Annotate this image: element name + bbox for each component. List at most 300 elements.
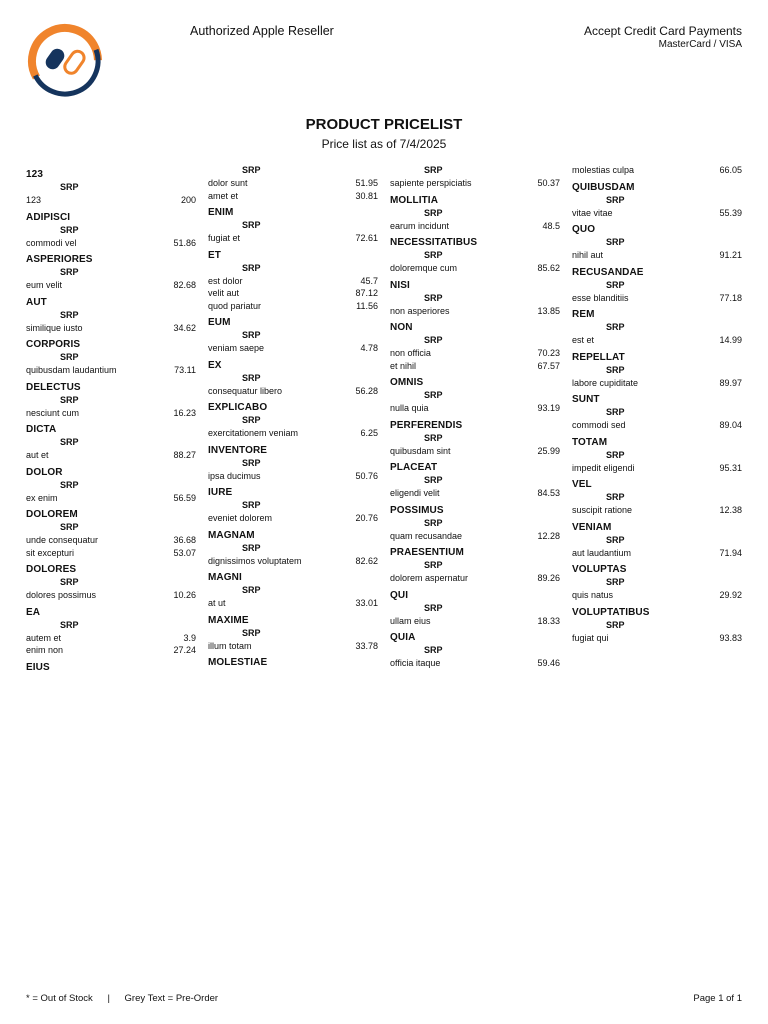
- product-price: 27.24: [173, 645, 196, 655]
- group-name: MAXIME: [208, 614, 249, 626]
- product-name: 123: [26, 195, 42, 205]
- srp-label: SRP: [606, 534, 625, 545]
- product-name: suscipit ratione: [572, 505, 633, 515]
- product-price: 29.92: [719, 590, 742, 600]
- product-name: dolor sunt: [208, 178, 248, 188]
- price-row: [208, 287, 378, 300]
- price-row: [390, 220, 560, 233]
- price-row: [26, 279, 196, 292]
- product-name: enim non: [26, 645, 64, 655]
- product-name: velit aut: [208, 288, 240, 298]
- product-group: [208, 206, 378, 245]
- srp-label: SRP: [606, 619, 625, 630]
- legend-out-of-stock: * = Out of Stock: [26, 993, 93, 1004]
- price-row: [26, 237, 196, 250]
- product-name: similique iusto: [26, 322, 83, 333]
- price-row: [572, 292, 742, 305]
- group-name: DOLOREM: [26, 509, 78, 520]
- product-group: [26, 423, 196, 462]
- group-name: TOTAM: [572, 436, 608, 448]
- srp-label: SRP: [60, 267, 79, 277]
- price-row: [572, 589, 742, 602]
- product-name: autem et: [26, 632, 62, 643]
- product-group: [390, 194, 560, 233]
- payments-label: Accept Credit Card Payments: [583, 24, 742, 38]
- product-group: [572, 308, 742, 347]
- product-price: 84.53: [537, 488, 560, 498]
- price-row: [208, 177, 378, 190]
- product-price: 33.01: [355, 598, 378, 608]
- product-group: [26, 211, 196, 250]
- product-name: unde consequatur: [26, 535, 99, 545]
- product-price: 20.76: [355, 513, 378, 523]
- product-price: 48.5: [542, 220, 560, 231]
- product-group: [390, 419, 560, 458]
- price-row: [572, 632, 742, 645]
- product-price: 11.56: [356, 300, 378, 311]
- srp-label: SRP: [424, 645, 443, 655]
- price-column-4: [572, 164, 742, 648]
- srp-label: SRP: [242, 457, 261, 468]
- product-price: 91.21: [719, 250, 742, 260]
- srp-label: SRP: [60, 309, 79, 320]
- product-price: 36.68: [173, 535, 196, 545]
- srp-label: SRP: [424, 390, 443, 400]
- price-row: [572, 164, 742, 177]
- price-row: [26, 407, 196, 420]
- srp-label: SRP: [60, 224, 79, 235]
- price-row: [208, 555, 378, 568]
- srp-label: SRP: [424, 292, 443, 303]
- price-row: [26, 492, 196, 505]
- product-group: [572, 164, 742, 177]
- group-name: DOLOR: [26, 466, 63, 478]
- product-group: [208, 401, 378, 440]
- product-group: [572, 223, 742, 262]
- product-group: [572, 563, 742, 602]
- product-group: [390, 376, 560, 415]
- product-price: 89.04: [719, 420, 742, 430]
- price-row: [208, 190, 378, 203]
- group-name: PRAESENTIUM: [390, 547, 464, 558]
- product-name: commodi vel: [26, 237, 77, 248]
- srp-label: SRP: [242, 585, 261, 595]
- group-name: MOLLITIA: [390, 194, 439, 206]
- product-price: 89.26: [537, 573, 560, 583]
- product-name: consequatur libero: [208, 385, 283, 396]
- group-name: DOLORES: [26, 564, 77, 575]
- product-price: 25.99: [537, 445, 560, 456]
- price-row: [572, 249, 742, 262]
- product-price: 51.95: [355, 178, 378, 188]
- price-row: [26, 534, 196, 547]
- group-name: DELECTUS: [26, 381, 81, 393]
- srp-label: SRP: [606, 577, 625, 587]
- srp-label: SRP: [60, 182, 79, 192]
- product-group: [572, 478, 742, 517]
- product-price: 56.28: [355, 385, 378, 396]
- group-name: MAGNAM: [208, 529, 255, 541]
- product-price: 95.31: [719, 462, 742, 473]
- price-row: [390, 305, 560, 318]
- group-name: NISI: [390, 279, 410, 291]
- srp-label: SRP: [424, 250, 443, 260]
- group-name: IURE: [208, 487, 233, 498]
- payment-info: [584, 24, 742, 50]
- product-name: sit excepturi: [26, 547, 75, 558]
- price-row: [572, 207, 742, 220]
- product-price: 93.83: [719, 632, 742, 643]
- group-name: RECUSANDAE: [572, 266, 644, 278]
- product-price: 50.37: [537, 178, 560, 188]
- product-price: 33.78: [355, 640, 378, 651]
- group-name: EUM: [208, 317, 231, 328]
- price-row: [208, 427, 378, 440]
- group-name: EX: [208, 359, 222, 371]
- product-price: 53.07: [173, 547, 196, 558]
- product-price: 12.28: [537, 530, 560, 541]
- product-group: [26, 466, 196, 505]
- product-price: 77.18: [719, 292, 742, 303]
- srp-label: SRP: [424, 432, 443, 443]
- srp-label: SRP: [242, 262, 261, 273]
- price-row: [26, 322, 196, 335]
- product-name: fugiat qui: [572, 632, 609, 643]
- product-price: 82.62: [355, 555, 378, 566]
- product-group: [208, 316, 378, 355]
- product-name: amet et: [208, 190, 239, 201]
- product-price: 73.11: [174, 365, 196, 375]
- price-row: [572, 419, 742, 432]
- group-name: NECESSITATIBUS: [390, 237, 478, 248]
- srp-label: SRP: [606, 237, 625, 247]
- price-column-1: [26, 164, 196, 678]
- company-logo: [24, 22, 106, 100]
- product-price: 13.85: [537, 305, 560, 316]
- product-name: eum velit: [26, 280, 63, 290]
- legend-separator: |: [107, 993, 110, 1004]
- group-name: QUIA: [390, 632, 416, 643]
- srp-label: SRP: [606, 322, 625, 332]
- srp-label: SRP: [424, 207, 443, 218]
- product-name: eligendi velit: [390, 488, 440, 498]
- product-group: [26, 168, 196, 207]
- product-group: [390, 164, 560, 190]
- page-number: Page 1 of 1: [693, 993, 742, 1004]
- product-name: dolorem aspernatur: [390, 573, 469, 583]
- srp-label: SRP: [606, 279, 625, 290]
- product-price: 71.94: [719, 547, 742, 558]
- product-price: 59.46: [537, 658, 560, 668]
- group-name: VEL: [572, 479, 592, 490]
- price-row: [26, 547, 196, 560]
- product-group: [208, 656, 378, 669]
- product-price: 45.7: [360, 275, 378, 286]
- group-name: AUT: [26, 296, 47, 308]
- product-name: quibusdam sint: [390, 445, 451, 456]
- product-name: illum totam: [208, 640, 252, 651]
- cards-label: MasterCard / VISA: [658, 39, 742, 50]
- product-group: [26, 381, 196, 420]
- price-row: [390, 530, 560, 543]
- product-name: earum incidunt: [390, 220, 450, 231]
- srp-label: SRP: [242, 500, 261, 510]
- product-price: 6.25: [360, 428, 378, 438]
- product-price: 70.23: [537, 348, 560, 358]
- product-price: 200: [180, 195, 196, 205]
- price-row: [208, 342, 378, 355]
- srp-label: SRP: [60, 577, 79, 587]
- product-name: veniam saepe: [208, 343, 265, 353]
- price-row: [572, 377, 742, 390]
- product-name: ex enim: [26, 492, 58, 503]
- product-name: molestias culpa: [572, 165, 635, 175]
- srp-label: SRP: [424, 517, 443, 528]
- srp-label: SRP: [424, 560, 443, 570]
- product-price: 4.78: [360, 343, 378, 353]
- product-name: at ut: [208, 598, 226, 608]
- group-name: NON: [390, 322, 413, 333]
- group-name: REPELLAT: [572, 351, 625, 363]
- srp-label: SRP: [242, 542, 261, 553]
- product-name: quis natus: [572, 590, 614, 600]
- price-row: [26, 644, 196, 657]
- price-row: [26, 364, 196, 377]
- product-price: 89.97: [719, 377, 742, 388]
- price-row: [390, 487, 560, 500]
- srp-label: SRP: [424, 335, 443, 345]
- page-title: PRODUCT PRICELIST: [305, 116, 463, 133]
- group-name: MOLESTIAE: [208, 657, 268, 668]
- srp-label: SRP: [60, 394, 79, 405]
- price-row: [390, 347, 560, 360]
- product-group: [26, 606, 196, 657]
- product-group: [208, 164, 378, 202]
- product-name: labore cupiditate: [572, 377, 639, 388]
- product-group: [208, 359, 378, 398]
- product-group: [26, 296, 196, 335]
- product-name: fugiat et: [208, 233, 241, 243]
- group-name: OMNIS: [390, 377, 424, 388]
- price-row: [390, 402, 560, 415]
- product-price: 66.05: [719, 165, 742, 175]
- group-name: EIUS: [26, 661, 50, 673]
- product-price: 67.57: [537, 360, 560, 371]
- srp-label: SRP: [60, 437, 79, 447]
- srp-label: SRP: [606, 449, 625, 460]
- product-name: quod pariatur: [208, 300, 262, 311]
- price-row: [390, 572, 560, 585]
- product-name: vitae vitae: [572, 207, 613, 218]
- product-price: 34.62: [173, 322, 196, 333]
- product-name: sapiente perspiciatis: [390, 178, 472, 188]
- product-name: impedit eligendi: [572, 462, 635, 473]
- group-name: ASPERIORES: [26, 254, 93, 265]
- group-name: CORPORIS: [26, 339, 81, 350]
- price-row: [572, 334, 742, 347]
- product-name: aut et: [26, 450, 49, 460]
- srp-label: SRP: [60, 522, 79, 532]
- srp-label: SRP: [242, 220, 261, 230]
- srp-label: SRP: [424, 165, 443, 175]
- product-group: [572, 606, 742, 645]
- price-row: [208, 640, 378, 653]
- product-group: [390, 504, 560, 543]
- srp-label: SRP: [60, 479, 79, 490]
- group-name: VOLUPTATIBUS: [572, 606, 650, 618]
- product-price: 16.23: [173, 407, 196, 418]
- product-group: [572, 393, 742, 432]
- price-row: [208, 597, 378, 610]
- product-price: 72.61: [355, 233, 378, 243]
- price-row: [208, 470, 378, 483]
- product-price: 56.59: [173, 492, 196, 503]
- page-subtitle: Price list as of 7/4/2025: [321, 137, 447, 151]
- product-group: [208, 444, 378, 483]
- srp-label: SRP: [60, 352, 79, 362]
- group-name: MAGNI: [208, 572, 242, 583]
- product-price: 3.9: [183, 632, 196, 643]
- product-price: 87.12: [355, 288, 378, 298]
- srp-label: SRP: [606, 407, 625, 417]
- group-name: POSSIMUS: [390, 504, 444, 516]
- product-group: [208, 486, 378, 525]
- price-row: [208, 300, 378, 313]
- product-price: 50.76: [355, 470, 378, 481]
- product-group: [26, 508, 196, 559]
- product-name: nulla quia: [390, 403, 429, 413]
- product-group: [390, 321, 560, 372]
- product-name: quibusdam laudantium: [26, 365, 117, 375]
- srp-label: SRP: [242, 330, 261, 340]
- price-row: [390, 262, 560, 275]
- price-row: [208, 512, 378, 525]
- srp-label: SRP: [606, 492, 625, 502]
- reseller-label: Authorized Apple Reseller: [190, 24, 334, 38]
- product-group: [390, 631, 560, 670]
- price-row: [390, 615, 560, 628]
- group-name: ENIM: [208, 207, 234, 218]
- group-name: QUIBUSDAM: [572, 181, 635, 193]
- price-row: [390, 657, 560, 670]
- product-name: ullam eius: [390, 615, 431, 626]
- group-name: ADIPISCI: [26, 211, 71, 223]
- legend-pre-order: Grey Text = Pre-Order: [124, 993, 219, 1004]
- product-group: [26, 253, 196, 292]
- price-row: [208, 385, 378, 398]
- group-name: ET: [208, 249, 221, 261]
- product-name: non officia: [390, 348, 431, 358]
- group-name: EA: [26, 606, 41, 618]
- srp-label: SRP: [60, 619, 79, 630]
- group-name: SUNT: [572, 394, 600, 405]
- product-name: quam recusandae: [390, 530, 463, 541]
- group-name: EXPLICABO: [208, 402, 268, 413]
- price-row: [208, 232, 378, 245]
- group-name: 123: [26, 169, 43, 180]
- product-name: exercitationem veniam: [208, 428, 299, 438]
- group-name: DICTA: [26, 424, 57, 435]
- price-row: [390, 445, 560, 458]
- price-row: [26, 632, 196, 645]
- srp-label: SRP: [242, 372, 261, 383]
- product-group: [26, 563, 196, 602]
- product-name: est et: [572, 335, 595, 345]
- price-row: [26, 589, 196, 602]
- product-group: [572, 521, 742, 560]
- product-name: officia itaque: [390, 658, 441, 668]
- product-price: 10.26: [173, 590, 196, 600]
- group-name: QUO: [572, 224, 596, 235]
- product-name: ipsa ducimus: [208, 470, 261, 481]
- product-name: et nihil: [390, 360, 417, 371]
- product-name: doloremque cum: [390, 263, 458, 273]
- price-column-3: [390, 164, 560, 674]
- footer-legend: [26, 993, 218, 1004]
- product-name: aut laudantium: [572, 547, 632, 558]
- price-row: [572, 547, 742, 560]
- product-name: non asperiores: [390, 305, 450, 316]
- srp-label: SRP: [424, 602, 443, 613]
- product-name: eveniet dolorem: [208, 513, 273, 523]
- srp-label: SRP: [606, 194, 625, 205]
- product-price: 85.62: [537, 263, 560, 273]
- product-group: [390, 461, 560, 500]
- product-price: 51.86: [173, 237, 196, 248]
- product-price: 93.19: [537, 403, 560, 413]
- group-name: VOLUPTAS: [572, 564, 627, 575]
- price-row: [572, 504, 742, 517]
- product-group: [208, 614, 378, 653]
- product-name: dolores possimus: [26, 590, 97, 600]
- price-row: [26, 194, 196, 207]
- product-group: [26, 338, 196, 377]
- srp-label: SRP: [242, 165, 261, 175]
- product-name: esse blanditiis: [572, 292, 629, 303]
- product-price: 55.39: [719, 207, 742, 218]
- product-price: 82.68: [173, 280, 196, 290]
- product-price: 18.33: [537, 615, 560, 626]
- srp-label: SRP: [242, 627, 261, 638]
- group-name: PERFERENDIS: [390, 419, 463, 431]
- group-name: REM: [572, 309, 595, 320]
- product-price: 12.38: [719, 505, 742, 515]
- product-group: [390, 589, 560, 628]
- price-row: [208, 275, 378, 288]
- group-name: VENIAM: [572, 521, 612, 533]
- product-group: [572, 436, 742, 475]
- product-group: [572, 181, 742, 220]
- product-price: 88.27: [173, 450, 196, 460]
- price-row: [572, 462, 742, 475]
- product-group: [390, 546, 560, 585]
- product-group: [208, 571, 378, 610]
- srp-label: SRP: [606, 364, 625, 375]
- product-group: [26, 661, 196, 674]
- product-name: dignissimos voluptatem: [208, 555, 302, 566]
- price-row: [26, 449, 196, 462]
- product-group: [208, 249, 378, 313]
- product-group: [572, 266, 742, 305]
- group-name: INVENTORE: [208, 444, 268, 456]
- srp-label: SRP: [424, 475, 443, 485]
- group-name: QUI: [390, 589, 409, 601]
- price-column-2: [208, 164, 378, 673]
- group-name: PLACEAT: [390, 462, 438, 473]
- product-price: 14.99: [719, 335, 742, 345]
- product-name: est dolor: [208, 275, 243, 286]
- price-row: [390, 360, 560, 373]
